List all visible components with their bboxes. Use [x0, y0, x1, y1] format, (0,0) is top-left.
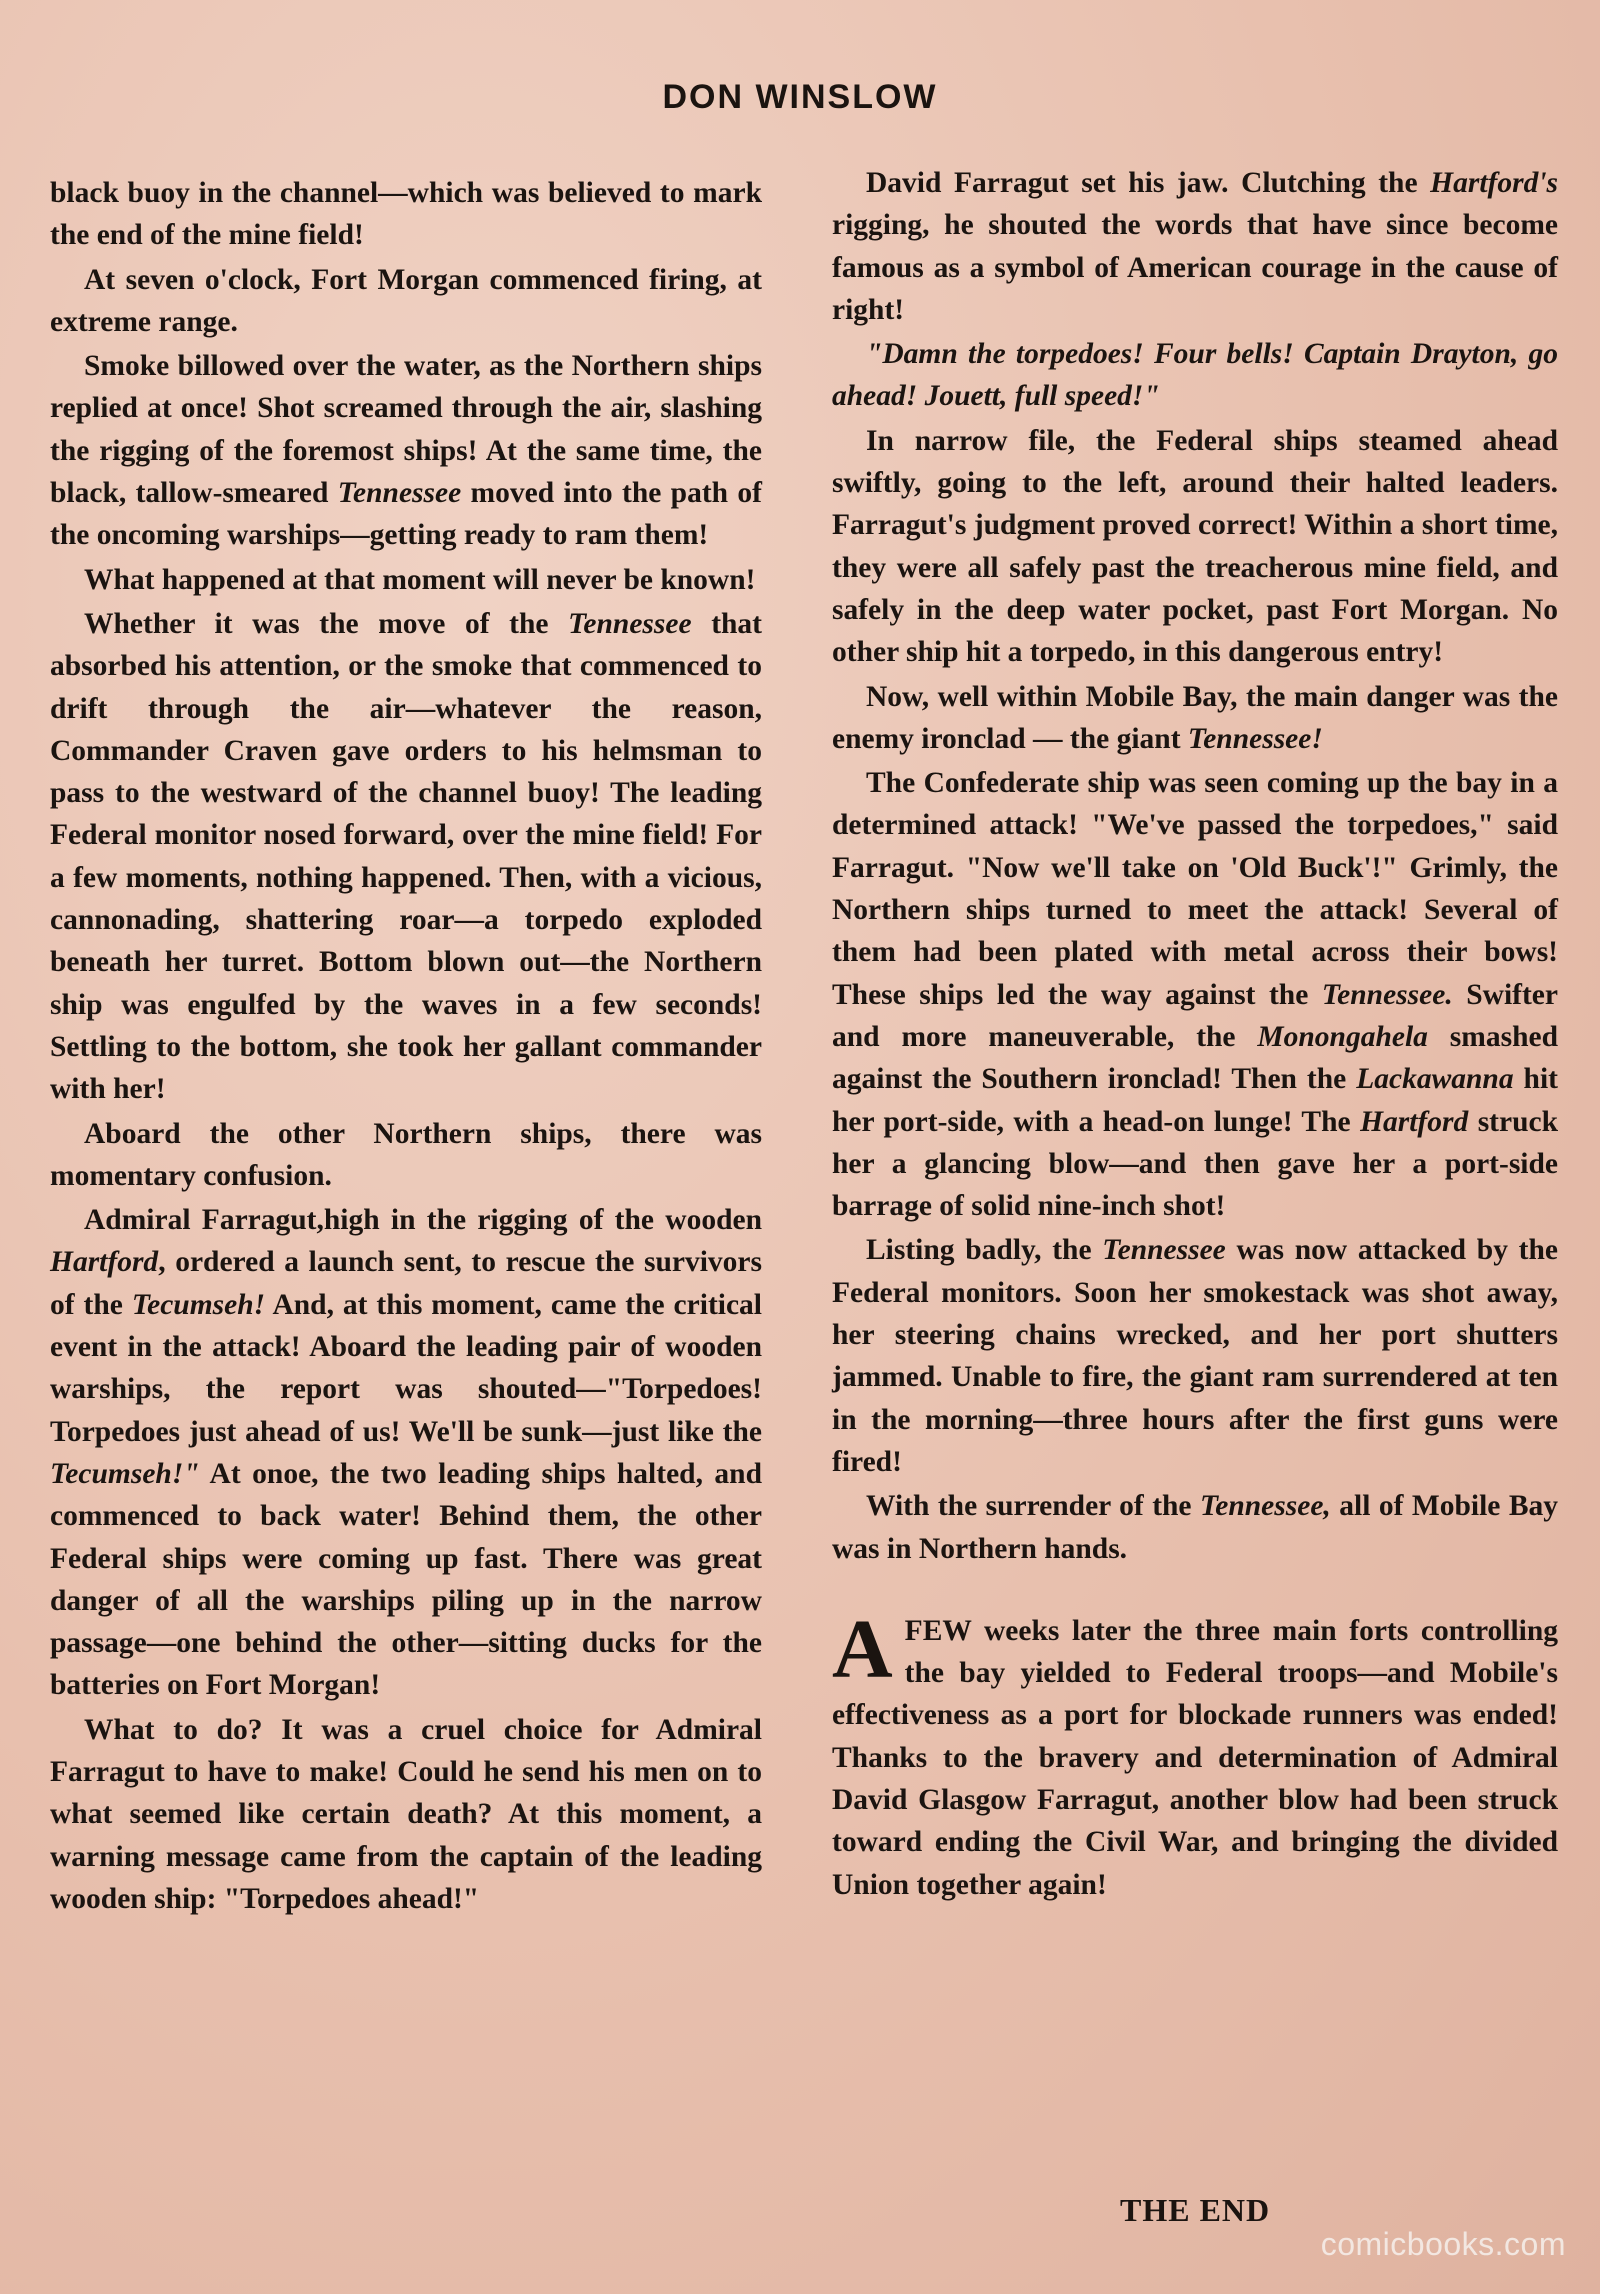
paragraph-text: was now attacked by the Federal monitors. Soon her smokestack was shot away, her steering chains wrecked, and her port shutters jammed. Unable to fire, the giant ram surrendered at ten in the morning—three hours after the first guns were fired!: [832, 1234, 1559, 1478]
paragraph-text: rigging, he shouted the words that have since become famous as a symbol of American courage in the cause of right!: [832, 209, 1558, 326]
italic-text: Monongahela: [1257, 1020, 1428, 1053]
paragraph-text: What happened at that moment will never be known!: [84, 563, 756, 596]
paragraph-text: Smoke billowed over the water, as the Northern ships replied at once! Shot screamed through the air, slashing the rigging of the foremost ships! At the same time, the black, tallow-smeared: [50, 350, 762, 510]
paragraph: [50, 259, 762, 344]
paragraph-text: smashed against the Southern ironclad! Then the: [832, 1020, 1558, 1096]
paragraph: [50, 1113, 762, 1198]
drop-cap: A: [832, 1602, 893, 1696]
italic-text: Tennessee: [568, 607, 692, 640]
italic-text: Hartford: [50, 1246, 159, 1279]
paragraph: [50, 603, 762, 1111]
paragraph-text: black buoy in the channel—which was believed to mark the end of the mine field!: [50, 177, 762, 252]
paragraph-text: Swifter and more maneuverable, the: [832, 978, 1558, 1053]
italic-text: Tennessee.: [1321, 978, 1453, 1011]
end-text: THE END: [1120, 2192, 1271, 2228]
italic-text: Tecumseh!: [131, 1288, 266, 1321]
right-column: [832, 162, 1558, 1908]
paragraph: [50, 345, 762, 556]
closing-paragraph: [832, 1602, 1558, 1906]
italic-text: Hartford: [1360, 1105, 1469, 1138]
paragraph-text: Now, well within Mobile Bay, the main danger was the enemy ironclad — the giant: [832, 680, 1558, 755]
italic-text: Tennessee: [1102, 1234, 1226, 1267]
paragraph: [832, 333, 1558, 418]
paragraph-text: And, at this moment, came the critical event in the attack! Aboard the leading pair of wooden warships, the report was shouted—"Torpedoes! Torpedoes just ahead of us! We'll be sunk—just like the: [50, 1288, 763, 1448]
paragraph: [832, 420, 1558, 674]
left-column: [50, 172, 762, 1922]
paragraph-text: Aboard the other Northern ships, there was momentary confusion.: [50, 1117, 762, 1192]
italic-text: Tennessee!: [1187, 722, 1323, 755]
watermark: comicbooks.com: [1320, 2226, 1566, 2262]
italic-text: "Damn the torpedoes! Four bells! Captain Drayton, go ahead! Jouett, full speed!": [832, 338, 1558, 413]
right-column-paragraphs: [832, 162, 1558, 1570]
paragraph-text: David Farragut set his jaw. Clutching the: [866, 167, 1431, 199]
paragraph: [832, 1485, 1558, 1570]
italic-text: Hartford's: [1430, 167, 1558, 199]
italic-text: Lackawanna: [1356, 1063, 1514, 1096]
closing-paragraph-text: FEW weeks later the three main forts controlling the bay yielded to Federal troops—and Mobile's effectiveness as a port for blockade runners was ended! Thanks to the bravery and determination of Admiral David Glasgow Farragut, another blow had been struck toward ending the Civil War, and bringing the divided Union together again!: [832, 1614, 1558, 1901]
paragraph-text: At seven o'clock, Fort Morgan commenced firing, at extreme range.: [50, 263, 762, 338]
paragraph-text: Whether it was the move of the: [84, 607, 569, 640]
paragraph-text: The Confederate ship was seen coming up the bay in a determined attack! "We've passed the torpedoes," said Farragut. "Now we'll take on 'Old Buck'!" Grimly, the Northern ships turned to meet the attack! Several of them had been plated with metal across their bows! These ships led the way against the: [832, 767, 1558, 1011]
paragraph-text: hit her port-side, with a head-on lunge! The: [832, 1063, 1558, 1138]
paragraph-text: Listing badly, the: [866, 1234, 1103, 1267]
paragraph: [832, 676, 1558, 761]
paragraph-text: moved into the path of the oncoming warships—getting ready to ram them!: [50, 477, 762, 552]
paragraph-text: struck her a glancing blow—and then gave her a port-side barrage of solid nine-inch shot!: [832, 1105, 1558, 1223]
paragraph-text: At onoe, the two leading ships halted, and commenced to back water! Behind them, the other Federal ships were coming up fast. There was great danger of all the warships piling up in the narrow passage—one behind the other—sitting ducks for the batteries on Fort Morgan!: [50, 1457, 762, 1702]
paragraph-text: Admiral Farragut,high in the rigging of the wooden: [84, 1204, 762, 1237]
paragraph: [50, 1709, 762, 1920]
paragraph: [832, 1229, 1558, 1483]
italic-text: Tennessee: [337, 477, 462, 510]
paragraph: [50, 172, 762, 257]
page-header: DON WINSLOW: [662, 78, 938, 116]
paragraph-text: In narrow file, the Federal ships steamed ahead swiftly, going to the left, around their halted leaders. Farragut's judgment proved correct! Within a short time, they were all safely past the treacherous mine field, and safely in the deep water pocket, past Fort Morgan. No other ship hit a torpedo, in this dangerous entry!: [832, 424, 1558, 669]
italic-text: Tennessee,: [1199, 1490, 1331, 1523]
paragraph: [50, 1199, 762, 1707]
paragraph-text: all of Mobile Bay was in Northern hands.: [832, 1490, 1558, 1565]
paragraph-text: that absorbed his attention, or the smoke that commenced to drift through the air—whatever the reason, Commander Craven gave orders to his helmsman to pass to the westward of the channel buoy! The leading Federal monitor nosed forward, over the mine field! For a few moments, nothing happened. Then, with a vicious, cannonading, shattering roar—a torpedo exploded beneath her turret. Bottom blown out—the Northern ship was engulfed by the waves in a few seconds! Settling to the bottom, she took her gallant commander with her!: [50, 607, 762, 1106]
paragraph: [832, 162, 1558, 331]
paragraph: [50, 559, 762, 601]
paragraph-text: What to do? It was a cruel choice for Admiral Farragut to have to make! Could he send his men on to what seemed like certain death? At this moment, a warning message came from the captain of the leading wooden ship: "Torpedoes ahead!": [50, 1713, 762, 1915]
italic-text: Tecumseh!": [50, 1457, 200, 1490]
paragraph-text: , ordered a launch sent, to rescue the survivors of the: [50, 1246, 762, 1321]
paragraph-text: With the surrender of the: [866, 1490, 1200, 1523]
paragraph: [832, 762, 1558, 1227]
